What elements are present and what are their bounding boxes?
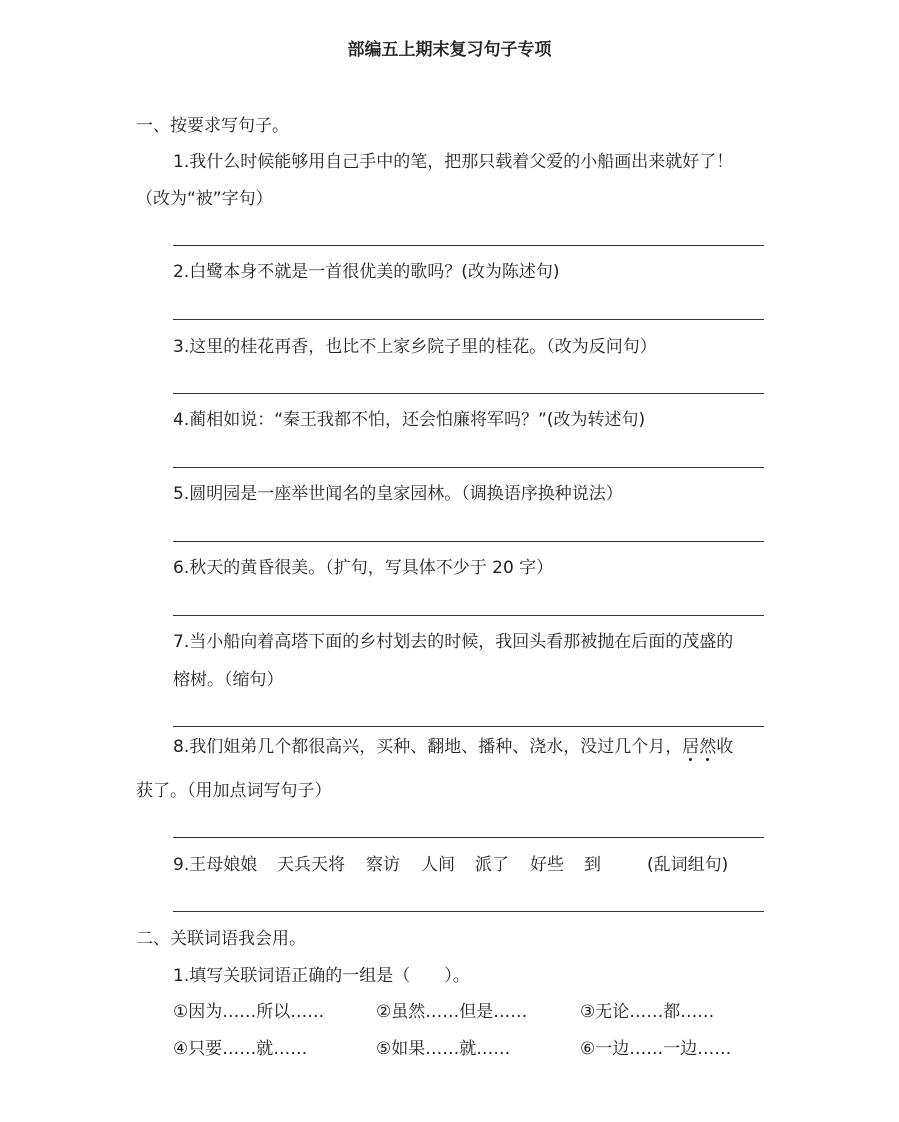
option-2: ②虽然……但是…… — [376, 1002, 528, 1022]
option-4: ④只要……就…… — [173, 1039, 308, 1059]
question-7-line-1: 7.当小船向着高塔下面的乡村划去的时候，我回头看那被抛在后面的茂盛的 — [173, 632, 734, 652]
question-8-line-1 — [173, 739, 733, 756]
question-7-line-2: 榕树。（缩句） — [173, 670, 284, 690]
answer-line-9[interactable] — [173, 911, 764, 912]
section-2-question-1: 1.填写关联词语正确的一组是（ ）。 — [173, 966, 470, 986]
emphasis-dot-char-1: 居 — [682, 737, 700, 757]
page-title: 部编五上期末复习句子专项 — [347, 40, 552, 60]
section-1-heading: 一、按要求写句子。 — [136, 116, 289, 136]
question-6: 6.秋天的黄昏很美。（扩句，写具体不少于 20 字） — [173, 558, 554, 578]
question-2: 2.白鹭本身不就是一首很优美的歌吗？(改为陈述句) — [173, 262, 560, 282]
option-1: ①因为……所以…… — [173, 1002, 325, 1022]
option-3: ③无论……都…… — [580, 1002, 715, 1022]
question-9-word-2: 天兵天将 — [277, 855, 345, 875]
question-5: 5.圆明园是一座举世闻名的皇家园林。（调换语序换种说法） — [173, 484, 623, 504]
question-9-word-1: 9.王母娘娘 — [173, 855, 258, 875]
answer-line-2[interactable] — [173, 319, 764, 320]
question-9-word-5: 派了 — [475, 855, 509, 875]
section-2-heading: 二、关联词语我会用。 — [136, 929, 306, 949]
question-1-line-2: （改为“被”字句） — [136, 189, 273, 209]
answer-line-7[interactable] — [173, 726, 764, 727]
question-8-text-after: 收 — [716, 737, 734, 757]
answer-line-4[interactable] — [173, 467, 764, 468]
answer-line-3[interactable] — [173, 393, 764, 394]
answer-line-5[interactable] — [173, 541, 764, 542]
question-9-word-7: 到 — [584, 855, 601, 875]
emphasis-dot-char-2: 然 — [699, 737, 717, 757]
question-9-word-6: 好些 — [530, 855, 564, 875]
question-3: 3.这里的桂花再香，也比不上家乡院子里的桂花。（改为反问句） — [173, 337, 657, 357]
answer-line-6[interactable] — [173, 615, 764, 616]
option-5: ⑤如果……就…… — [376, 1039, 511, 1059]
answer-line-1[interactable] — [173, 245, 764, 246]
question-1-line-1: 1.我什么时候能够用自己手中的笔，把那只载着父爱的小船画出来就好了！ — [173, 152, 734, 172]
question-9-word-3: 察访 — [366, 855, 400, 875]
question-8-text-before: 8.我们姐弟几个都很高兴，买种、翻地、播种、浇水，没过几个月， — [173, 737, 683, 757]
question-9-word-4: 人间 — [421, 855, 455, 875]
question-9-note: (乱词组句) — [647, 855, 729, 875]
question-8-line-2: 获了。（用加点词写句子） — [136, 781, 332, 801]
option-6: ⑥一边……一边…… — [580, 1039, 732, 1059]
question-4: 4.蔺相如说：“秦王我都不怕，还会怕廉将军吗？”(改为转述句) — [173, 410, 646, 430]
answer-line-8[interactable] — [173, 837, 764, 838]
